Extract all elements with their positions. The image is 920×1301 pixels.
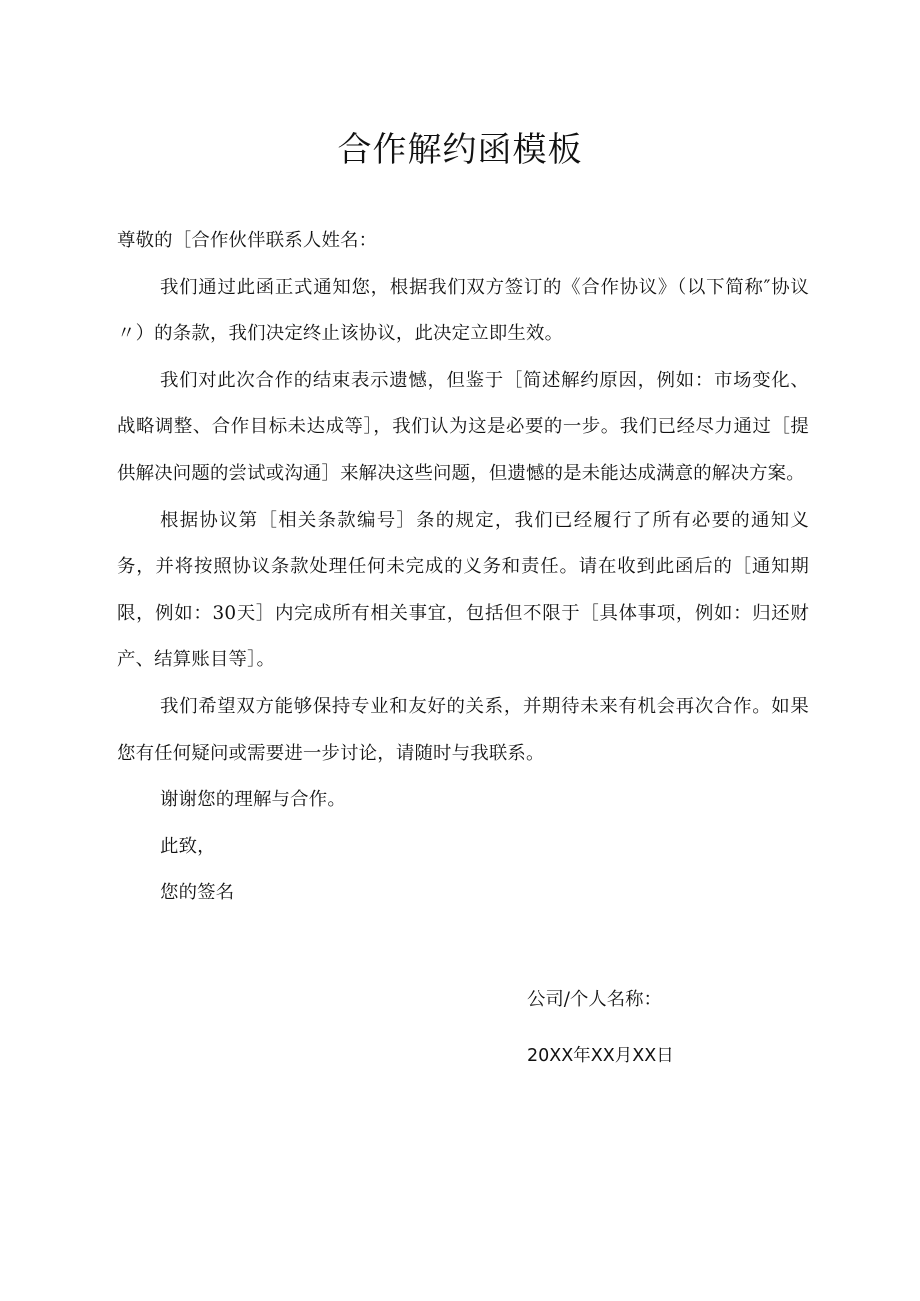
document-title: 合作解约函模板 xyxy=(337,130,583,170)
company-name-label: 公司/个人名称： xyxy=(527,989,662,1010)
date-line: 20XX年XX月XX日 xyxy=(527,1046,674,1066)
paragraph-reason: 我们对此次合作的结束表示遗憾，但鉴于［简述解约原因，例如：市场变化、战略调整、合作目标未达成等］，我们认为这是必要的一步。我们已经尽力通过［提供解决问题的尝试或沟通］来解决这些问题，但遗憾的是未能达成满意的解决方案。 xyxy=(117,369,809,484)
paragraph-relationship: 我们希望双方能够保持专业和友好的关系，并期待未来有机会再次合作。如果您有任何疑问或需要进一步讨论，请随时与我联系。 xyxy=(117,695,809,764)
signature-block xyxy=(527,986,674,1098)
paragraph-notice: 我们通过此函正式通知您，根据我们双方签订的《合作协议》（以下简称″协议〃）的条款，我们决定终止该协议，此决定立即生效。 xyxy=(117,276,809,345)
thanks-line: 谢谢您的理解与合作。 xyxy=(160,789,346,811)
signature-line: 您的签名 xyxy=(160,882,235,904)
closing-line: 此致， xyxy=(160,835,216,857)
letter-body xyxy=(117,218,809,917)
salutation: 尊敬的［合作伙伴联系人姓名： xyxy=(117,230,378,251)
paragraph-obligations: 根据协议第［相关条款编号］条的规定，我们已经履行了所有必要的通知义务，并将按照协议条款处理任何未完成的义务和责任。请在收到此函后的［通知期限，例如：30天］内完成所有相关事宜，包括但不限于［具体事项，例如：归还财产、结算账目等］。 xyxy=(117,509,809,671)
